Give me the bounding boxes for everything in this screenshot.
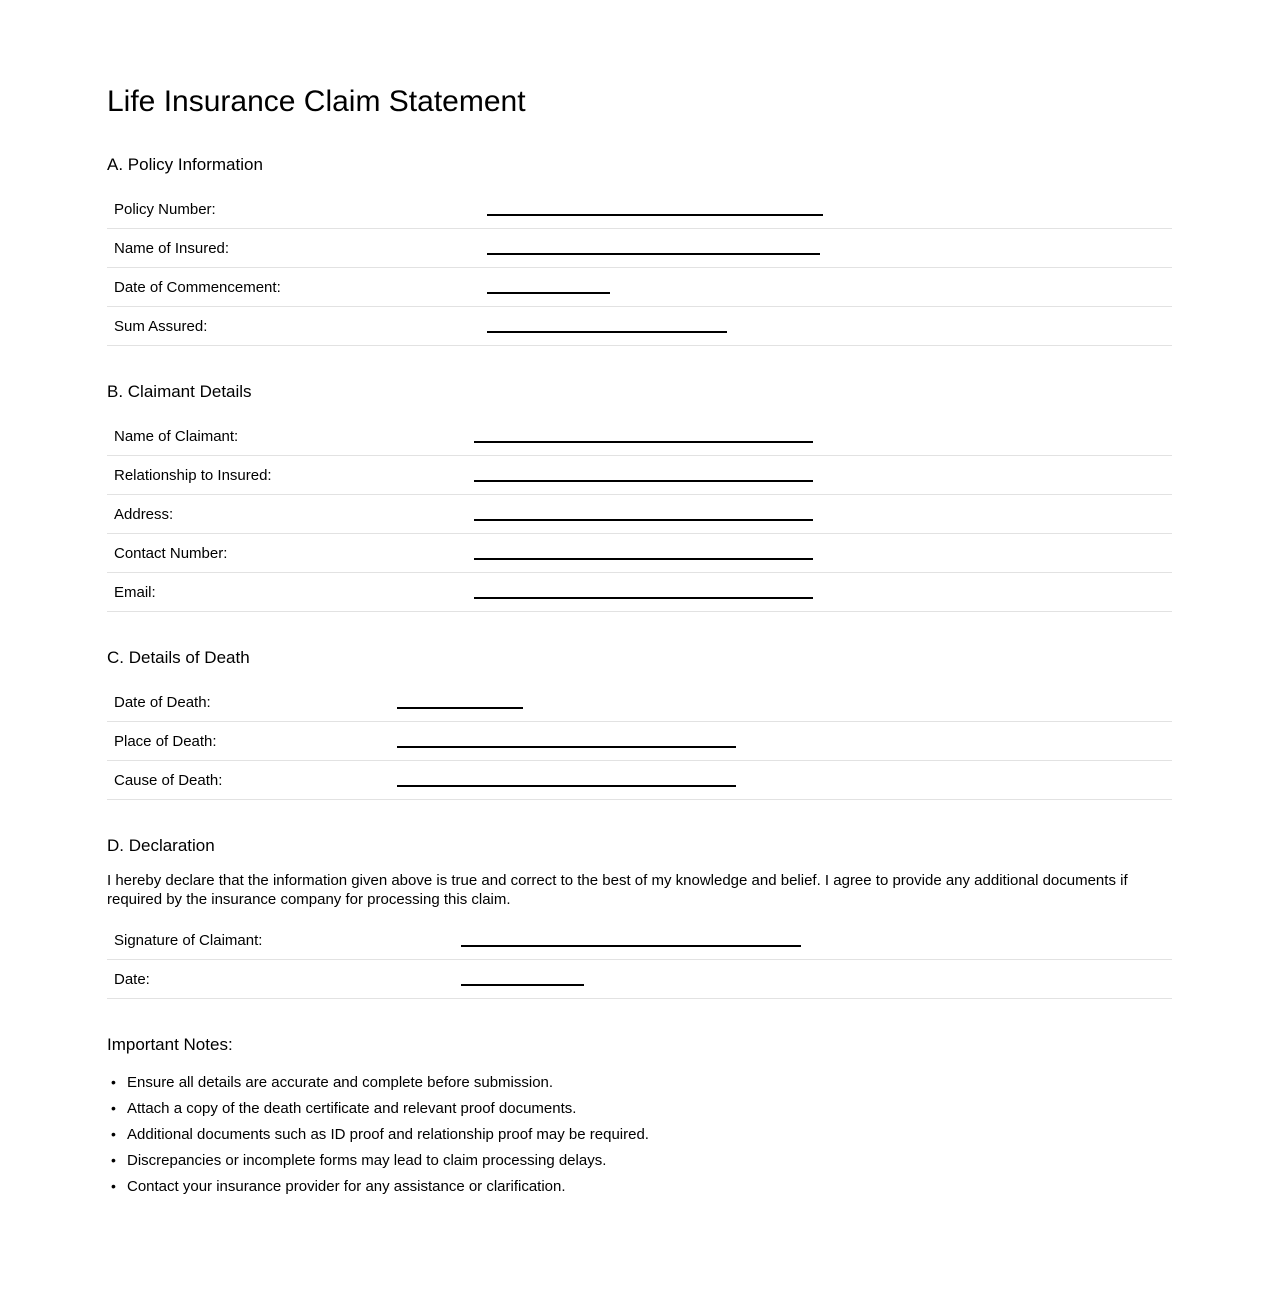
policy-information-rows xyxy=(107,190,1172,346)
note-item xyxy=(107,1101,1172,1116)
bullet-icon: • xyxy=(111,1126,116,1142)
bullet-icon: • xyxy=(111,1178,116,1194)
field-label-date-of-commencement: Date of Commencement: xyxy=(114,278,281,296)
field-label-policy-number: Policy Number: xyxy=(114,200,216,218)
field-row-date-of-commencement xyxy=(107,268,1172,307)
notes-list xyxy=(107,1075,1172,1194)
name-of-insured-blank-line[interactable] xyxy=(487,253,820,255)
declaration-date-blank-line[interactable] xyxy=(461,984,584,986)
address-blank-line[interactable] xyxy=(474,519,813,521)
note-item xyxy=(107,1127,1172,1142)
bullet-icon: • xyxy=(111,1152,116,1168)
note-text: Attach a copy of the death certificate and relevant proof documents. xyxy=(127,1100,577,1117)
field-label-cause-of-death: Cause of Death: xyxy=(114,771,223,789)
note-item xyxy=(107,1075,1172,1090)
field-row-name-of-claimant xyxy=(107,417,1172,456)
field-row-signature-of-claimant xyxy=(107,921,1172,960)
section-claimant-details xyxy=(107,382,1172,612)
note-item xyxy=(107,1179,1172,1194)
field-label-name-of-insured: Name of Insured: xyxy=(114,239,230,257)
section-declaration xyxy=(107,836,1172,999)
note-text: Ensure all details are accurate and complete before submission. xyxy=(127,1074,554,1091)
field-label-address: Address: xyxy=(114,505,174,523)
field-row-declaration-date xyxy=(107,960,1172,999)
cause-of-death-blank-line[interactable] xyxy=(397,785,736,787)
section-important-notes xyxy=(107,1035,1172,1194)
field-row-sum-assured xyxy=(107,307,1172,346)
field-label-email: Email: xyxy=(114,583,156,601)
note-text: Contact your insurance provider for any assistance or clarification. xyxy=(127,1178,566,1195)
date-of-death-blank-line[interactable] xyxy=(397,707,523,709)
field-row-date-of-death xyxy=(107,683,1172,722)
bullet-icon: • xyxy=(111,1100,116,1116)
note-text: Discrepancies or incomplete forms may lead to claim processing delays. xyxy=(127,1152,607,1169)
note-text: Additional documents such as ID proof and relationship proof may be required. xyxy=(127,1126,649,1143)
field-label-sum-assured: Sum Assured: xyxy=(114,317,208,335)
signature-of-claimant-blank-line[interactable] xyxy=(461,945,801,947)
page-title: Life Insurance Claim Statement xyxy=(107,85,526,118)
claimant-details-rows xyxy=(107,417,1172,612)
field-label-date-of-death: Date of Death: xyxy=(114,693,211,711)
details-of-death-rows xyxy=(107,683,1172,800)
email-blank-line[interactable] xyxy=(474,597,813,599)
field-label-relationship-to-insured: Relationship to Insured: xyxy=(114,466,272,484)
field-label-signature-of-claimant: Signature of Claimant: xyxy=(114,931,263,949)
field-row-cause-of-death xyxy=(107,761,1172,800)
field-row-name-of-insured xyxy=(107,229,1172,268)
field-row-address xyxy=(107,495,1172,534)
section-heading-policy-information: A. Policy Information xyxy=(107,155,263,174)
field-label-name-of-claimant: Name of Claimant: xyxy=(114,427,239,445)
policy-number-blank-line[interactable] xyxy=(487,214,823,216)
relationship-to-insured-blank-line[interactable] xyxy=(474,480,813,482)
field-row-email xyxy=(107,573,1172,612)
declaration-rows xyxy=(107,921,1172,999)
section-heading-claimant-details: B. Claimant Details xyxy=(107,382,252,401)
field-row-place-of-death xyxy=(107,722,1172,761)
field-label-declaration-date: Date: xyxy=(114,970,150,988)
field-row-contact-number xyxy=(107,534,1172,573)
note-item xyxy=(107,1153,1172,1168)
field-row-policy-number xyxy=(107,190,1172,229)
name-of-claimant-blank-line[interactable] xyxy=(474,441,813,443)
bullet-icon: • xyxy=(111,1074,116,1090)
place-of-death-blank-line[interactable] xyxy=(397,746,736,748)
field-label-contact-number: Contact Number: xyxy=(114,544,228,562)
contact-number-blank-line[interactable] xyxy=(474,558,813,560)
sum-assured-blank-line[interactable] xyxy=(487,331,727,333)
declaration-text: I hereby declare that the information given above is true and correct to the best of my knowledge and belief. I agree to provide any additional documents if required by the insurance company for processing this claim. xyxy=(107,872,1128,908)
date-of-commencement-blank-line[interactable] xyxy=(487,292,610,294)
section-heading-details-of-death: C. Details of Death xyxy=(107,648,250,667)
section-details-of-death xyxy=(107,648,1172,800)
section-heading-declaration: D. Declaration xyxy=(107,836,215,855)
section-policy-information xyxy=(107,155,1172,346)
field-row-relationship-to-insured xyxy=(107,456,1172,495)
notes-heading: Important Notes: xyxy=(107,1035,233,1054)
field-label-place-of-death: Place of Death: xyxy=(114,732,217,750)
